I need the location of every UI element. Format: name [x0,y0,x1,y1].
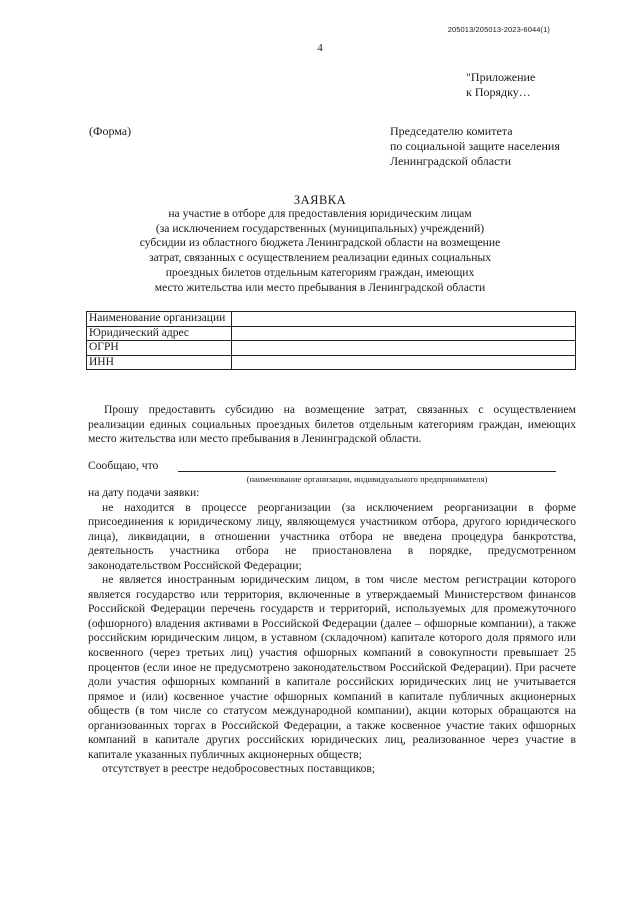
organization-info-table [86,311,576,370]
row-label-inn: ИНН [87,355,232,370]
conditions-block [88,486,576,777]
page-number: 4 [317,42,323,54]
subtitle-line: затрат, связанных с осуществлением реализации единых социальных [148,251,492,265]
conditions-intro: на дату подачи заявки: [88,486,200,499]
addressee-line-1: Председателю комитета [390,124,513,138]
report-label: Сообщаю, что [88,459,159,472]
table-row [87,355,576,370]
document-title: ЗАЯВКА [293,193,347,207]
appendix-reference [466,70,535,100]
subtitle-line: проездных билетов отдельным категориям граждан, имеющих [165,265,475,279]
row-value-inn[interactable] [232,355,576,370]
condition-item-1: не находится в процессе реорганизации (за исключением реорганизации в форме присоединения к юридическому лицу, являющемуся участником отбора, другого юридического лица), ликвидации, в отношении участника отбора не введена процедура банкротства, деятельность участника отбора не приостановлена в порядке, предусмотренном законодательством Российской Федерации; [88,500,576,572]
addressee-line-2: по социальной защите населения [390,139,560,153]
condition-item-2: не является иностранным юридическим лицом, в том числе местом регистрации которого является государство или территория, включенные в утверждаемый Министерством финансов Российской Федерации перечень государств и территорий, используемых для промежуточного (офшорного) владения активами в Российской Федерации (далее – офшорные компании), а также российским юридическим лицом, в уставном (складочном) капитале которого доля прямого или косвенного (через третьих лиц) участия офшорных компаний в совокупности превышает 25 процентов (если иное не предусмотрено законодательством Российской Федерации). При расчете доли участия офшорных компаний в капитале российских юридических лиц не учитывается прямое и (или) косвенное участие офшорных компаний в капитале публичных акционерных обществ (в том числе со статусом международной компании), акции которых обращаются на организованных торгах в Российской Федерации, а также косвенное участие таких офшорных компаний в капитале других российских юридических лиц, реализованное через участие в капитале указанных публичных акционерных обществ; [88,573,576,761]
addressee-line-3: Ленинградской области [390,154,512,168]
subtitle-line: субсидии из областного бюджета Ленинградской области на возмещение [139,236,501,250]
document-subtitle [110,207,530,295]
subtitle-line: место жительства или место пребывания в Ленинградской области [154,280,486,294]
appendix-line-2: к Порядку… [466,85,531,99]
row-value-ogrn[interactable] [232,341,576,356]
request-paragraph [88,403,576,447]
subtitle-line: на участие в отборе для предоставления юридическим лицам [168,207,472,220]
appendix-line-1: "Приложение [466,70,536,84]
row-label-ogrn: ОГРН [87,341,232,356]
organization-name-line[interactable] [178,471,556,472]
row-label-address: Юридический адрес [87,326,232,341]
organization-name-caption: (наименование организации, индивидуального предпринимателя) [246,474,488,484]
subtitle-line: (за исключением государственных (муниципальных) учреждений) [155,221,485,235]
form-label: (Форма) [89,124,132,138]
row-label-name: Наименование организации [87,312,232,327]
table-row [87,312,576,327]
row-value-address[interactable] [232,326,576,341]
condition-item-3: отсутствует в реестре недобросовестных поставщиков; [102,762,376,776]
document-id: 205013/205013-2023-6044(1) [447,25,550,34]
table-row [87,341,576,356]
row-value-name[interactable] [232,312,576,327]
request-text: Прошу предоставить субсидию на возмещение затрат, связанных с осуществлением реализации единых социальных проездных билетов отдельным категориям граждан, имеющих место жительства или место пребывания в Ленинградской области. [88,403,576,446]
addressee-block [390,124,560,169]
table-row [87,326,576,341]
